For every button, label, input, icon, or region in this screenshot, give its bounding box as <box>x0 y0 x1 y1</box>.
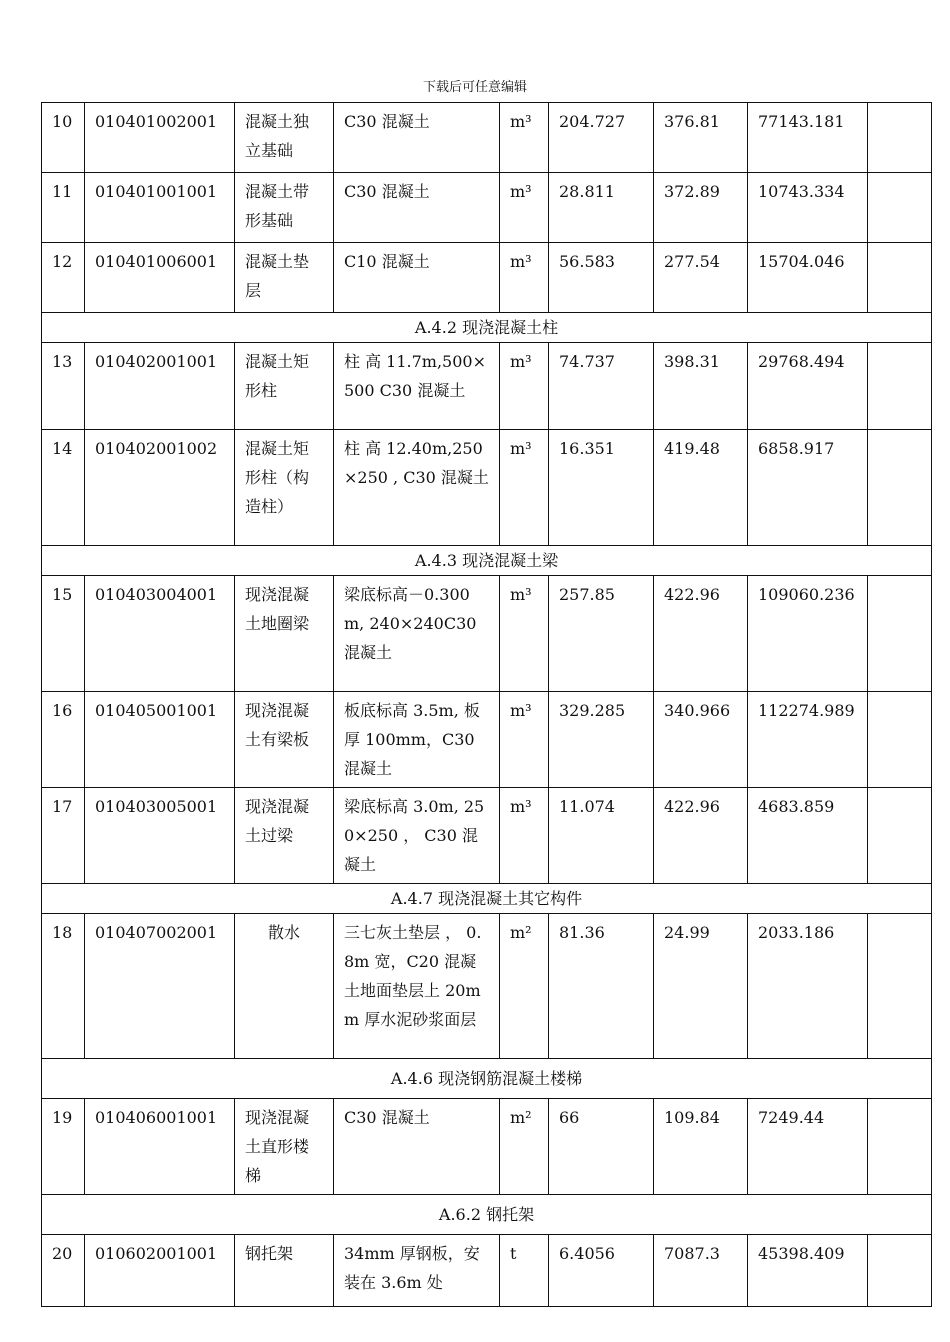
remarks-cell <box>868 1235 932 1307</box>
unit-price-cell: 398.31 <box>654 343 748 430</box>
table-row <box>42 576 932 692</box>
section-title: A.4.7 现浇混凝土其它构件 <box>42 884 932 914</box>
item-code-cell: 010401001001 <box>85 173 235 243</box>
table-row <box>42 343 932 430</box>
table-row <box>42 914 932 1059</box>
unit-price-cell: 422.96 <box>654 788 748 884</box>
row-number-cell: 12 <box>42 243 85 313</box>
remarks-cell <box>868 914 932 1059</box>
item-description-cell: 柱 高 12.40m,250×250 , C30 混凝土 <box>334 430 500 546</box>
table-row <box>42 103 932 173</box>
unit-cell: m³ <box>500 103 549 173</box>
unit-cell: m³ <box>500 576 549 692</box>
total-price-cell: 45398.409 <box>748 1235 868 1307</box>
total-price-cell: 109060.236 <box>748 576 868 692</box>
item-description-cell: C30 混凝土 <box>334 173 500 243</box>
remarks-cell <box>868 576 932 692</box>
item-code-cell: 010405001001 <box>85 692 235 788</box>
remarks-cell <box>868 1099 932 1195</box>
quantity-cell: 329.285 <box>549 692 654 788</box>
section-header-row <box>42 546 932 576</box>
quantity-cell: 257.85 <box>549 576 654 692</box>
row-number-cell: 11 <box>42 173 85 243</box>
unit-cell: m³ <box>500 430 549 546</box>
unit-cell: m² <box>500 914 549 1059</box>
total-price-cell: 112274.989 <box>748 692 868 788</box>
row-number-cell: 17 <box>42 788 85 884</box>
total-price-cell: 77143.181 <box>748 103 868 173</box>
total-price-cell: 2033.186 <box>748 914 868 1059</box>
table-row <box>42 1099 932 1195</box>
row-number-cell: 10 <box>42 103 85 173</box>
item-description-cell: 柱 高 11.7m,500×500 C30 混凝土 <box>334 343 500 430</box>
table-row <box>42 173 932 243</box>
row-number-cell: 15 <box>42 576 85 692</box>
table-row <box>42 692 932 788</box>
item-code-cell: 010401002001 <box>85 103 235 173</box>
item-description-cell: 板底标高 3.5m, 板厚 100mm，C30 混凝土 <box>334 692 500 788</box>
unit-price-cell: 422.96 <box>654 576 748 692</box>
item-name-cell: 现浇混凝土地圈梁 <box>235 576 334 692</box>
item-name-cell: 散水 <box>235 914 334 1059</box>
remarks-cell <box>868 343 932 430</box>
total-price-cell: 29768.494 <box>748 343 868 430</box>
item-code-cell: 010402001001 <box>85 343 235 430</box>
unit-cell: t <box>500 1235 549 1307</box>
unit-price-cell: 24.99 <box>654 914 748 1059</box>
quantity-cell: 16.351 <box>549 430 654 546</box>
item-code-cell: 010402001002 <box>85 430 235 546</box>
item-name-cell: 现浇混凝土过梁 <box>235 788 334 884</box>
section-title: A.4.6 现浇钢筋混凝土楼梯 <box>42 1059 932 1099</box>
item-name-cell: 钢托架 <box>235 1235 334 1307</box>
bill-of-quantities-table <box>41 102 932 1307</box>
quantity-cell: 66 <box>549 1099 654 1195</box>
section-header-row <box>42 1195 932 1235</box>
item-name-cell: 现浇混凝土有梁板 <box>235 692 334 788</box>
item-name-cell: 混凝土带形基础 <box>235 173 334 243</box>
unit-price-cell: 109.84 <box>654 1099 748 1195</box>
total-price-cell: 7249.44 <box>748 1099 868 1195</box>
item-description-cell: C30 混凝土 <box>334 103 500 173</box>
item-description-cell: 34mm 厚钢板，安装在 3.6m 处 <box>334 1235 500 1307</box>
item-code-cell: 010403004001 <box>85 576 235 692</box>
quantity-cell: 204.727 <box>549 103 654 173</box>
total-price-cell: 15704.046 <box>748 243 868 313</box>
unit-cell: m³ <box>500 692 549 788</box>
unit-cell: m³ <box>500 173 549 243</box>
unit-cell: m³ <box>500 243 549 313</box>
table-row <box>42 243 932 313</box>
item-name-cell: 混凝土矩形柱（构造柱） <box>235 430 334 546</box>
section-title: A.4.3 现浇混凝土梁 <box>42 546 932 576</box>
page-header: 下载后可任意编辑 <box>422 80 527 95</box>
unit-price-cell: 277.54 <box>654 243 748 313</box>
total-price-cell: 10743.334 <box>748 173 868 243</box>
quantity-cell: 56.583 <box>549 243 654 313</box>
quantity-cell: 81.36 <box>549 914 654 1059</box>
unit-cell: m³ <box>500 343 549 430</box>
item-name-cell: 混凝土独立基础 <box>235 103 334 173</box>
section-title: A.6.2 钢托架 <box>42 1195 932 1235</box>
table-row <box>42 430 932 546</box>
unit-price-cell: 7087.3 <box>654 1235 748 1307</box>
unit-price-cell: 376.81 <box>654 103 748 173</box>
row-number-cell: 16 <box>42 692 85 788</box>
total-price-cell: 6858.917 <box>748 430 868 546</box>
item-code-cell: 010401006001 <box>85 243 235 313</box>
item-name-cell: 混凝土垫层 <box>235 243 334 313</box>
item-description-cell: C30 混凝土 <box>334 1099 500 1195</box>
remarks-cell <box>868 243 932 313</box>
item-name-cell: 混凝土矩形柱 <box>235 343 334 430</box>
unit-price-cell: 340.966 <box>654 692 748 788</box>
item-code-cell: 010406001001 <box>85 1099 235 1195</box>
section-header-row <box>42 313 932 343</box>
row-number-cell: 19 <box>42 1099 85 1195</box>
quantity-cell: 11.074 <box>549 788 654 884</box>
section-header-row <box>42 1059 932 1099</box>
total-price-cell: 4683.859 <box>748 788 868 884</box>
remarks-cell <box>868 173 932 243</box>
row-number-cell: 18 <box>42 914 85 1059</box>
section-title: A.4.2 现浇混凝土柱 <box>42 313 932 343</box>
item-code-cell: 010407002001 <box>85 914 235 1059</box>
quantity-cell: 28.811 <box>549 173 654 243</box>
unit-price-cell: 372.89 <box>654 173 748 243</box>
remarks-cell <box>868 430 932 546</box>
item-code-cell: 010403005001 <box>85 788 235 884</box>
item-name-cell: 现浇混凝土直形楼梯 <box>235 1099 334 1195</box>
table-row <box>42 788 932 884</box>
remarks-cell <box>868 788 932 884</box>
unit-price-cell: 419.48 <box>654 430 748 546</box>
item-description-cell: C10 混凝土 <box>334 243 500 313</box>
row-number-cell: 14 <box>42 430 85 546</box>
remarks-cell <box>868 103 932 173</box>
quantity-cell: 6.4056 <box>549 1235 654 1307</box>
quantity-cell: 74.737 <box>549 343 654 430</box>
item-description-cell: 梁底标高 3.0m, 250×250 ， C30 混凝土 <box>334 788 500 884</box>
remarks-cell <box>868 692 932 788</box>
table-body <box>42 103 932 1307</box>
row-number-cell: 13 <box>42 343 85 430</box>
unit-cell: m² <box>500 1099 549 1195</box>
item-description-cell: 三七灰土垫层 ， 0.8m 宽，C20 混凝土地面垫层上 20mm 厚水泥砂浆面层 <box>334 914 500 1059</box>
item-description-cell: 梁底标高－0.300m, 240×240C30 混凝土 <box>334 576 500 692</box>
section-header-row <box>42 884 932 914</box>
unit-cell: m³ <box>500 788 549 884</box>
item-code-cell: 010602001001 <box>85 1235 235 1307</box>
table-row <box>42 1235 932 1307</box>
row-number-cell: 20 <box>42 1235 85 1307</box>
